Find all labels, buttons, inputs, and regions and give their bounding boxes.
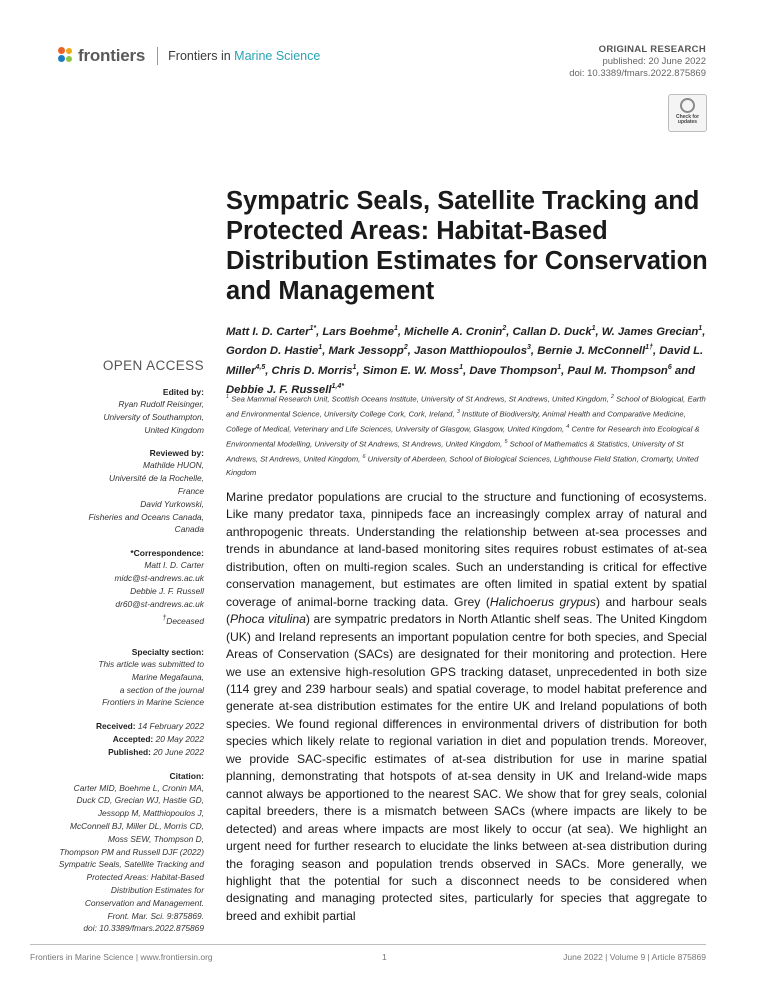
author-separator: ,: [652, 345, 660, 358]
author-separator: ,: [530, 345, 538, 358]
sidebar-line: McConnell BJ, Miller DL, Morris CD,: [69, 820, 204, 831]
author-affiliation-mark: 1†: [645, 344, 653, 352]
author-separator: ,: [322, 345, 329, 358]
frontiers-logo-icon: [58, 47, 74, 65]
published-date: published: 20 June 2022: [602, 56, 706, 67]
author-name[interactable]: Jason Matthiopoulos: [414, 345, 527, 358]
open-access-label: OPEN ACCESS: [102, 358, 204, 373]
sidebar-line: France: [177, 485, 204, 496]
sidebar-line: Carter MID, Boehme L, Cronin MA,: [73, 782, 204, 793]
page-number: 1: [382, 952, 387, 962]
article-dates: Received: 14 February 2022 Accepted: 20 May 2022 Published: 20 June 2022: [95, 721, 204, 757]
sidebar-line: United Kingdom: [144, 424, 204, 435]
doi[interactable]: doi: 10.3389/fmars.2022.875869: [569, 68, 706, 79]
sidebar-line: University of Southampton,: [103, 411, 204, 422]
author-name[interactable]: Michelle A. Cronin: [404, 325, 503, 338]
sidebar-line: Université de la Rochelle,: [109, 473, 204, 484]
article-meta: [569, 44, 706, 80]
species-name: Halichoerus grypus: [489, 594, 596, 609]
author-affiliation-mark: 1: [352, 363, 357, 371]
affiliation-number: 5: [504, 439, 508, 446]
check-updates-label-2: updates: [677, 119, 698, 125]
page-header: [0, 0, 764, 110]
sidebar-line: Thompson PM and Russell DJF (2022): [59, 846, 204, 857]
author-separator: ,: [397, 325, 405, 338]
affiliation-text: School of Mathematics & Statistics, University of St Andrews, St Andrews, United Kingdom,: [226, 439, 684, 464]
author-separator: ,: [316, 325, 323, 338]
sidebar-line: Sympatric Seals, Satellite Tracking and: [58, 859, 204, 870]
author-separator: ,: [356, 364, 363, 377]
author-separator: ,: [595, 325, 602, 338]
affiliation-text: University of Aberdeen, School of Biological Sciences, Lighthouse Field Station, Cromarty, United Kingdom: [226, 454, 699, 478]
sidebar-line: Debbie J. F. Russell: [130, 585, 204, 596]
brand-name: frontiers: [78, 46, 146, 65]
check-for-updates-button[interactable]: [668, 94, 707, 132]
affiliation-text: Centre for Research into Ecological & Environmental Modelling, University of St Andrews, St Andrews, United Kingdom,: [226, 424, 700, 449]
author-name[interactable]: Simon E. W. Moss: [362, 364, 460, 377]
sidebar-line: a section of the journal: [119, 684, 204, 695]
author-affiliation-mark: 2: [502, 325, 507, 332]
author-affiliation-mark: 2: [403, 344, 408, 352]
author-affiliation-mark: 1: [557, 363, 562, 371]
edited-by: [30, 386, 204, 436]
edited-by-heading: Edited by:: [162, 387, 204, 397]
affiliation-number: 1: [226, 394, 230, 400]
sidebar-line: Frontiers in Marine Science: [102, 697, 204, 708]
sidebar-line: Front. Mar. Sci. 9:875869.: [107, 910, 204, 921]
sidebar-line: Fisheries and Oceans Canada,: [88, 511, 204, 522]
species-name: Phoca vitulina: [230, 612, 306, 627]
specialty-section: [30, 646, 204, 709]
article-sidebar: [30, 358, 204, 946]
author-separator: ,: [265, 364, 272, 377]
sidebar-line: Mathilde HUON,: [143, 460, 204, 471]
page-footer: [30, 944, 706, 962]
affiliation-number: 4: [566, 424, 570, 431]
author-separator: ,: [506, 325, 513, 338]
author-separator: ,: [463, 364, 470, 377]
sidebar-line: Jessopp M, Matthiopoulos J,: [97, 808, 204, 819]
sidebar-line: Protected Areas: Habitat-Based: [86, 872, 204, 883]
affiliation-text: School of Biological, Earth and Environmental Science, University College Cork, Cork, Ireland,: [226, 394, 706, 419]
sidebar-line: David Yurkowski,: [140, 498, 204, 509]
reviewed-by-heading: Reviewed by:: [149, 448, 204, 459]
author-affiliation-mark: 1: [591, 325, 596, 332]
affiliation-text: Sea Mammal Research Unit, Scottish Oceans Institute, University of St Andrews, St Andrews, United Kingdom,: [229, 394, 611, 404]
sidebar-line[interactable]: midc@st-andrews.ac.uk: [114, 572, 204, 583]
author-name[interactable]: Lars Boehme: [322, 325, 394, 338]
author-affiliation-mark: 1: [393, 325, 398, 332]
author-separator: ,: [407, 345, 415, 358]
author-name[interactable]: Mark Jessopp: [328, 345, 404, 358]
author-separator: ,: [702, 325, 706, 338]
check-updates-label-1: Check for: [675, 114, 700, 120]
citation: [30, 770, 204, 936]
author-name[interactable]: David L. Miller: [226, 345, 704, 377]
author-affiliation-mark: 4,5: [255, 363, 266, 371]
author-name[interactable]: Matt I. D. Carter: [226, 325, 310, 338]
sidebar-line: Distribution Estimates for: [110, 884, 204, 895]
sidebar-line: Moss SEW, Thompson D,: [107, 833, 204, 844]
sidebar-line: Conservation and Management.: [84, 897, 204, 908]
author-name[interactable]: and Debbie J. F. Russell: [226, 364, 695, 396]
author-affiliation-mark: 3: [527, 344, 531, 352]
correspondence-heading: *Correspondence:: [130, 548, 204, 559]
affiliation-number: 2: [610, 394, 614, 400]
author-name[interactable]: W. James Grecian: [601, 325, 699, 338]
author-name[interactable]: Chris D. Morris: [271, 364, 353, 377]
author-name[interactable]: Gordon D. Hastie: [226, 345, 319, 358]
author-separator: ,: [561, 364, 568, 377]
affiliation-text: Institute of Biodiversity, Animal Health and Comparative Medicine, College of Medical, Veterinary and Life Sciences, University of Glasgow, Glasgow, United Kingdom,: [226, 409, 686, 434]
author-name[interactable]: Callan D. Duck: [512, 325, 592, 338]
sidebar-line: Marine Megafauna,: [131, 671, 204, 682]
footer-issue: June 2022 | Volume 9 | Article 875869: [563, 952, 706, 962]
check-for-updates-icon: [680, 98, 695, 113]
author-affiliation-mark: 1: [459, 363, 464, 371]
logo-divider: [157, 47, 158, 65]
author-affiliation-mark: 1: [318, 344, 323, 352]
author-affiliation-mark: 6: [667, 363, 672, 371]
journal-name[interactable]: Frontiers in Marine Science: [168, 49, 321, 63]
author-list: [226, 321, 711, 398]
article-type: ORIGINAL RESEARCH: [598, 44, 706, 55]
sidebar-line[interactable]: dr60@st-andrews.ac.uk: [115, 598, 204, 609]
sidebar-line: Ryan Rudolf Reisinger,: [118, 399, 204, 409]
frontiers-logo[interactable]: [58, 46, 320, 66]
sidebar-line: Duck CD, Grecian WJ, Hastie GD,: [76, 795, 204, 806]
sidebar-line: Canada: [174, 524, 204, 535]
citation-heading: Citation:: [169, 770, 204, 781]
sidebar-line: This article was submitted to: [98, 658, 204, 669]
reviewed-by: [30, 447, 204, 536]
author-affiliation-mark: 1*: [309, 325, 317, 332]
footer-journal[interactable]: Frontiers in Marine Science | www.frontiersin.org: [30, 952, 213, 962]
author-name[interactable]: Bernie J. McConnell: [537, 345, 646, 358]
abstract: Marine predator populations are crucial to the structure and functioning of ecosystems. Like many predator taxa, pinnipeds face an increasingly complex array of natural and anthropogenic threats. Understanding the relationship between at-sea processes and trends in abundance at land-based monitoring sites requires robust estimates of at-sea distribution, often on multi-region scales. Such an understanding is critical for effective conservation management, but estimates are often limited in spatial extent by spatial coverage of animal-borne tracking data. Grey (Halichoerus grypus) and harbour seals (Phoca vitulina) are sympatric predators in North Atlantic shelf seas. The United Kingdom (UK) and Ireland represents an important population centre for both species, and Special Areas of Conservation (SACs) are designated for their monitoring and protection. Here we use an extensive high-resolution GPS tracking dataset, unprecedented in both size (114 grey and 239 harbour seals) and spatial coverage, to model habitat preference and generate at-sea distribution estimates for the entire UK and Ireland populations of both species. We found regional differences in environmental drivers of distribution for both species which likely relate to regional variation in diet and population trends. Moreover, we provide SAC-specific estimates of at-sea distribution for use in marine spatial planning, demonstrating that hotspots of at-sea density in UK and Ireland-wide maps cannot always be apportioned to the nearest SAC. We show that for grey seals, colonial capital breeders, there is a mismatch between SACs (where impacts are likely to be detected) and areas where impacts are most likely to occur (at sea). We highlight an urgent need for further research to elucidate the links between at-sea distribution during the foraging season and population trends observed in SACs. More generally, we highlight that the potential for such a disconnect needs to be considered when designating and managing protected sites, particularly for species that aggregate to breed and exhibit partial: [226, 490, 708, 923]
author-affiliation-mark: 1: [698, 325, 703, 332]
specialty-heading: Specialty section:: [131, 646, 204, 657]
author-affiliation-mark: 1,4*: [331, 382, 344, 390]
article-title: Sympatric Seals, Satellite Tracking and Protected Areas: Habitat-Based Distribution Estimates for Conservation and Management: [226, 187, 708, 305]
author-name[interactable]: Paul M. Thompson: [567, 364, 668, 377]
author-name[interactable]: Dave Thompson: [469, 364, 558, 377]
correspondence: [30, 547, 204, 628]
affiliations: [226, 391, 711, 480]
sidebar-line: Matt I. D. Carter: [144, 560, 204, 571]
sidebar-line: doi: 10.3389/fmars.2022.875869: [83, 923, 204, 934]
deceased-note: †Deceased: [162, 615, 204, 627]
affiliation-number: 6: [362, 454, 366, 461]
affiliation-number: 3: [456, 409, 460, 416]
